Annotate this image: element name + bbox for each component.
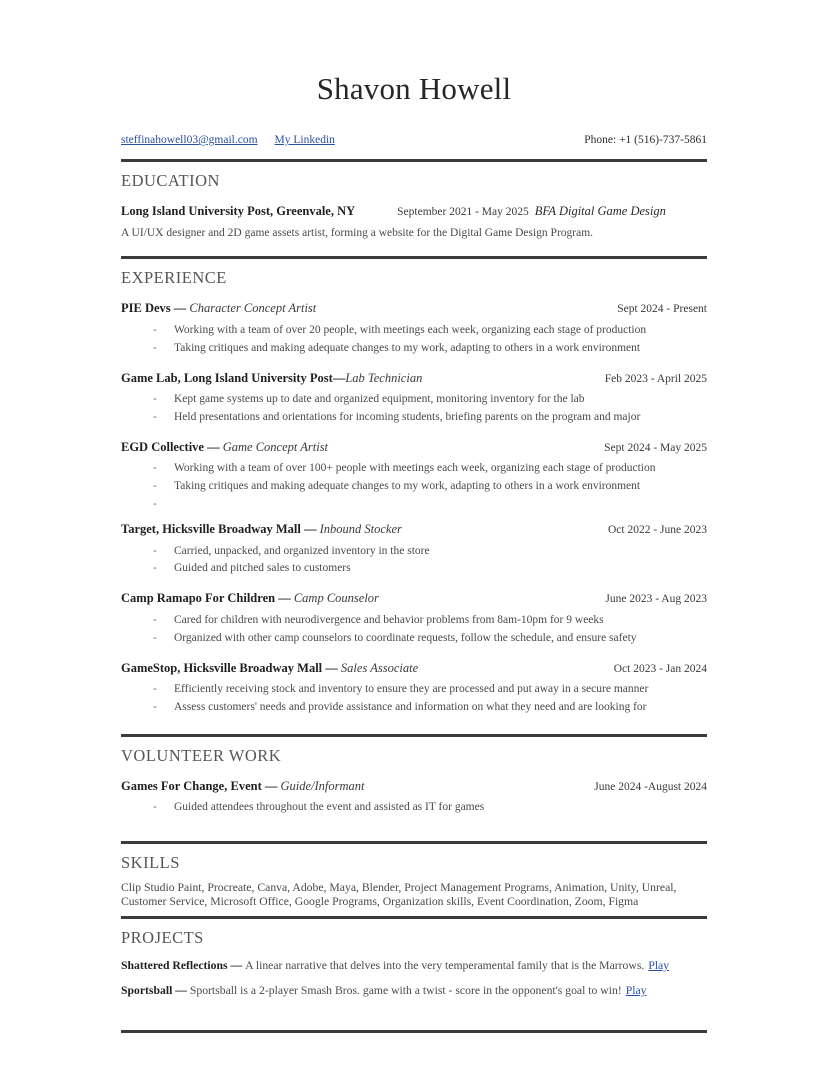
entry-bullet-list — [121, 543, 707, 579]
project-name: Sportsball — — [121, 984, 190, 998]
entry-role: Guide/Informant — [280, 778, 365, 793]
list-item: - Working with a team of over 100+ people with meetings each week, organizing each stage of production — [121, 460, 707, 478]
education-school: Long Island University Post, Greenvale, NY — [121, 203, 356, 218]
entry-header — [121, 591, 707, 607]
entry-dates: Feb 2023 - April 2025 — [604, 372, 707, 385]
entry-bullet-list — [121, 612, 707, 648]
divider-education — [121, 256, 707, 259]
project-item — [121, 958, 707, 973]
projects-list — [121, 958, 707, 998]
section-title-education: EDUCATION — [121, 171, 220, 191]
entry-bullet-list — [121, 391, 707, 427]
entry-dates: Sept 2024 - Present — [617, 303, 707, 316]
list-item: - Taking critiques and making adequate changes to my work, adapting to others in a work environment — [121, 478, 707, 496]
list-item: - Cared for children with neurodivergence and behavior problems from 8am-10pm for 9 weeks — [121, 612, 707, 630]
list-item: - Carried, unpacked, and organized inventory in the store — [121, 543, 707, 561]
entry-dates: Sept 2024 - May 2025 — [604, 441, 707, 454]
list-item: - Guided attendees throughout the event and assisted as IT for games — [121, 799, 707, 817]
list-item: - Organized with other camp counselors to coordinate requests, follow the schedule, and ensure safety — [121, 630, 707, 648]
experience-entry — [121, 522, 707, 578]
entry-role: Sales Associate — [340, 660, 419, 675]
project-description: A linear narrative that delves into the very temperamental family that is the Marrows. — [245, 958, 645, 972]
entry-role: Character Concept Artist — [189, 301, 317, 316]
entry-org: PIE Devs — — [121, 301, 190, 316]
divider-experience — [121, 734, 707, 737]
experience-list — [121, 301, 707, 717]
entry-header — [121, 779, 707, 795]
list-item: - Assess customers' needs and provide assistance and information on what they need and are looking for — [121, 699, 707, 717]
education-degree: BFA Digital Game Design — [534, 203, 666, 218]
project-item — [121, 983, 707, 998]
contact-row — [121, 134, 707, 146]
entry-org: Game Lab, Long Island University Post— — [121, 370, 346, 385]
entry-org: GameStop, Hicksville Broadway Mall — — [121, 660, 341, 675]
project-play-link[interactable]: Play — [625, 984, 647, 998]
entry-dates: June 2024 -August 2024 — [594, 780, 707, 793]
education-description: A UI/UX designer and 2D game assets artist, forming a website for the Digital Game Design Program. — [121, 226, 594, 239]
divider-skills — [121, 916, 707, 919]
linkedin-link[interactable]: My Linkedin — [274, 134, 335, 147]
entry-org: Camp Ramapo For Children — — [121, 591, 294, 606]
divider-header — [121, 159, 707, 162]
list-item: - Taking critiques and making adequate changes to my work, adapting to others in a work environment — [121, 340, 707, 358]
experience-entry — [121, 779, 707, 817]
entry-bullet-list — [121, 799, 707, 817]
section-title-projects: PROJECTS — [121, 928, 204, 948]
education-entry — [121, 204, 707, 241]
entry-dates: Oct 2022 - June 2023 — [607, 524, 707, 536]
entry-dates: June 2023 - Aug 2023 — [605, 593, 707, 606]
education-dates: September 2021 - May 2025 — [397, 205, 529, 218]
experience-entry — [121, 661, 707, 717]
email-link[interactable]: steffinahowell03@gmail.com — [121, 134, 258, 147]
entry-org: Target, Hicksville Broadway Mall — — [121, 522, 320, 536]
project-play-link[interactable]: Play — [648, 958, 670, 972]
phone-text: Phone: +1 (516)-737-5861 — [584, 134, 707, 147]
education-head — [121, 204, 707, 220]
experience-entry — [121, 371, 707, 427]
entry-role: Camp Counselor — [293, 591, 379, 606]
entry-org: EGD Collective — — [121, 439, 223, 454]
section-title-experience: EXPERIENCE — [121, 268, 227, 288]
section-title-volunteer: VOLUNTEER WORK — [121, 745, 282, 765]
entry-bullet-list — [121, 322, 707, 358]
entry-header — [121, 301, 707, 317]
entry-header — [121, 440, 707, 456]
volunteer-list — [121, 779, 707, 817]
list-item: - Efficiently receiving stock and inventory to ensure they are processed and put away in a secure manner — [121, 681, 707, 699]
section-title-skills: SKILLS — [121, 852, 180, 872]
list-item: - Working with a team of over 20 people, with meetings each week, organizing each stage of production — [121, 322, 707, 340]
list-item — [121, 496, 707, 509]
experience-entry — [121, 301, 707, 357]
entry-bullet-list — [121, 460, 707, 509]
entry-dates: Oct 2023 - Jan 2024 — [613, 662, 707, 675]
skills-text: Clip Studio Paint, Procreate, Canva, Adobe, Maya, Blender, Project Management Programs, Animation, Unity, Unreal, Customer Service, Microsoft Office, Google Programs, Organization skills, Event Coordination, Zoom, Figma — [121, 880, 677, 909]
experience-entry — [121, 591, 707, 647]
entry-org: Games For Change, Event — — [121, 778, 281, 793]
entry-header — [121, 661, 707, 677]
project-description: Sportsball is a 2-player Smash Bros. game with a twist - score in the opponent's goal to win! — [189, 984, 622, 998]
list-item: - Kept game systems up to date and organized equipment, monitoring inventory for the lab — [121, 391, 707, 409]
entry-header — [121, 371, 707, 387]
contact-links — [121, 134, 335, 146]
project-name: Shattered Reflections — — [121, 958, 246, 972]
list-item: - Guided and pitched sales to customers — [121, 560, 707, 578]
divider-projects — [121, 1030, 707, 1033]
entry-role: Inbound Stocker — [319, 522, 402, 536]
list-item: - Held presentations and orientations for incoming students, briefing parents on the program and major — [121, 409, 707, 427]
entry-role: Lab Technician — [345, 370, 423, 385]
entry-bullet-list — [121, 681, 707, 717]
page-title: Shavon Howell — [316, 71, 512, 106]
entry-header — [121, 522, 707, 538]
divider-volunteer — [121, 841, 707, 844]
experience-entry — [121, 440, 707, 509]
entry-role: Game Concept Artist — [222, 439, 329, 454]
